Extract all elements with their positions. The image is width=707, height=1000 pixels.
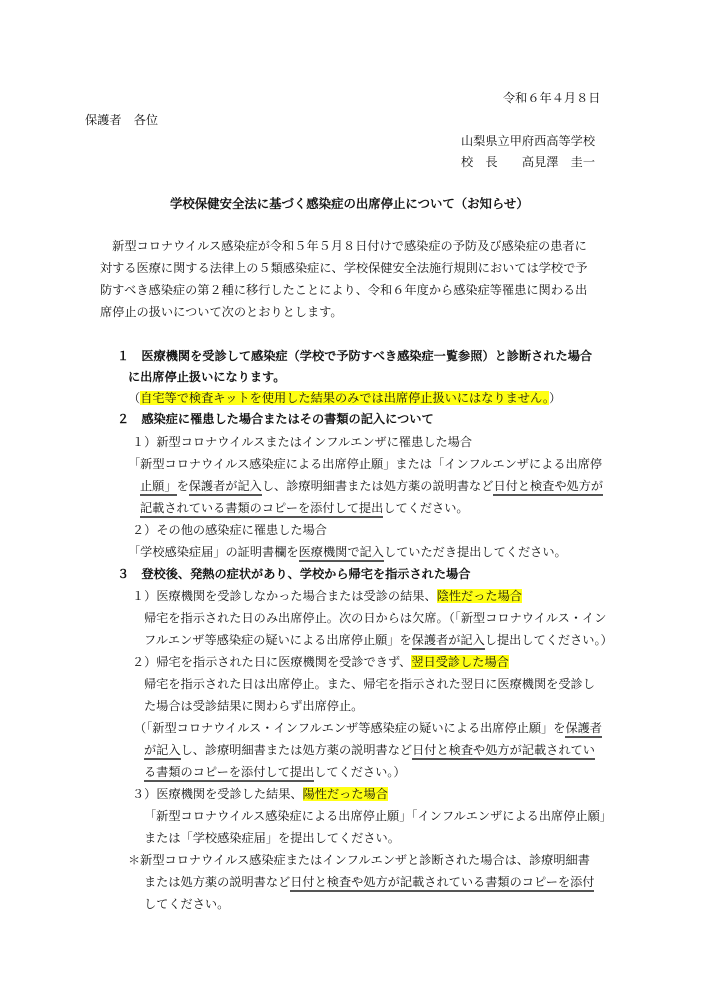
text-run: ３）医療機関を受診した結果、 bbox=[132, 787, 303, 801]
highlight-text: 陰性だった場合 bbox=[436, 589, 522, 603]
section-2-heading: ２ 感染症に罹患した場合またはその書類の記入について bbox=[117, 412, 434, 426]
underline-text: る書類のコピーを添付して提出 bbox=[144, 765, 314, 782]
case-3-line: 「新型コロナウイルス感染症による出席停止願」「インフルエンザによる出席停止願」 bbox=[144, 809, 612, 823]
text-run: １）医療機関を受診しなかった場合または受診の結果、 bbox=[132, 589, 437, 603]
underline-text: 日付と検査や処方が記載されてい bbox=[412, 743, 595, 760]
highlight-text: 翌日受診した場合 bbox=[411, 655, 509, 669]
section-2-sub-1: １）新型コロナウイルスまたはインフルエンザに罹患した場合 bbox=[132, 435, 473, 449]
text-run: し、診療明細書または処方薬の説明書など bbox=[180, 743, 413, 757]
case-1-line bbox=[144, 632, 613, 648]
underline-text: 日付と検査や処方が記載されている書類のコピーを添付 bbox=[290, 875, 594, 892]
document-date: 令和６年４月８日 bbox=[503, 91, 601, 105]
section-1-note bbox=[128, 390, 561, 406]
underline-text: 止願」 bbox=[140, 479, 177, 496]
section-2-line: 「新型コロナウイルス感染症による出席停止願」または「インフルエンザによる出席停 bbox=[128, 457, 603, 471]
note-line: ＊新型コロナウイルス感染症またはインフルエンザと診断された場合は、診療明細書 bbox=[128, 853, 590, 867]
case-2-line: た場合は受診結果に関わらず出席停止。 bbox=[144, 699, 364, 713]
note-line bbox=[144, 874, 594, 890]
case-2-line bbox=[144, 742, 595, 758]
section-2-sub-2: ２）その他の感染症に罹患した場合 bbox=[132, 523, 327, 537]
intro-line: 席停止の扱いについて次のとおりとします。 bbox=[100, 305, 343, 319]
underline-text: 保護者が記入 bbox=[189, 479, 262, 496]
text-run: してください。） bbox=[314, 765, 406, 779]
highlight-text: 陽性だった場合 bbox=[302, 787, 388, 801]
underline-text: 医療機関で記入 bbox=[299, 545, 384, 562]
case-2-heading bbox=[132, 654, 509, 670]
section-2-line bbox=[128, 544, 567, 560]
school-name: 山梨県立甲府西高等学校 bbox=[461, 134, 596, 148]
underline-text: が記入 bbox=[144, 743, 181, 760]
text-run: フルエンザ等感染症の疑いによる出席停止願」を bbox=[144, 633, 412, 647]
text-run: ２）帰宅を指示された日に医療機関を受診できず、 bbox=[132, 655, 412, 669]
underline-text: 日付と検査や処方が bbox=[493, 479, 603, 496]
text-run: を bbox=[176, 479, 189, 493]
section-1-heading: １ 医療機関を受診して感染症（学校で予防すべき感染症一覧参照）と診断された場合 bbox=[117, 349, 593, 363]
text-run: し提出してください。） bbox=[484, 633, 613, 647]
case-3-line: または「学校感染症届」を提出してください。 bbox=[144, 831, 400, 845]
text-run: してください。 bbox=[383, 501, 469, 515]
case-2-line: 帰宅を指示された日は出席停止。また、帰宅を指示された翌日に医療機関を受診し bbox=[144, 677, 595, 691]
page-title: 学校保健安全法に基づく感染症の出席停止について（お知らせ） bbox=[170, 196, 529, 211]
underline-text: 保護者 bbox=[565, 721, 602, 738]
paren-open: （ bbox=[128, 391, 141, 405]
section-2-line bbox=[140, 478, 603, 494]
paren-close: ） bbox=[548, 391, 562, 405]
intro-line: 新型コロナウイルス感染症が令和５年５月８日付けで感染症の予防及び感染症の患者に bbox=[100, 239, 587, 253]
recipient: 保護者 各位 bbox=[85, 113, 159, 127]
case-2-line bbox=[134, 720, 602, 736]
text-run: （「新型コロナウイルス・インフルエンザ等感染症の疑いによる出席停止願」を bbox=[134, 721, 566, 735]
case-1-line: 帰宅を指示された日のみ出席停止。次の日からは欠席。（「新型コロナウイルス・イン bbox=[144, 611, 607, 625]
note-line: してください。 bbox=[144, 897, 230, 911]
intro-line: 防すべき感染症の第２種に移行したことにより、令和６年度から感染症等罹患に関わる出 bbox=[100, 283, 588, 297]
principal-name: 校 長 高見澤 圭一 bbox=[461, 155, 596, 169]
case-3-heading bbox=[132, 786, 388, 802]
section-2-line bbox=[140, 500, 469, 516]
section-3-heading: ３ 登校後、発熱の症状があり、学校から帰宅を指示された場合 bbox=[117, 567, 471, 581]
section-1-heading-cont: に出席停止扱いになります。 bbox=[128, 370, 286, 384]
text-run: または処方薬の説明書など bbox=[144, 875, 291, 889]
highlight-note: 自宅等で検査キットを使用した結果のみでは出席停止扱いにはなりません。 bbox=[140, 391, 549, 405]
intro-line: 対する医療に関する法律上の５類感染症に、学校保健安全法施行規則においては学校で予 bbox=[100, 261, 588, 275]
underline-text: 保護者が記入 bbox=[412, 633, 485, 650]
case-1-heading bbox=[132, 588, 522, 604]
underline-text: 記載されている書類のコピーを添付して提出 bbox=[140, 501, 383, 518]
text-run: 「学校感染症届」の証明書欄を bbox=[128, 545, 299, 559]
case-2-line bbox=[144, 764, 406, 780]
text-run: していただき提出してください。 bbox=[383, 545, 567, 559]
text-run: し、診療明細書または処方薬の説明書など bbox=[261, 479, 494, 493]
